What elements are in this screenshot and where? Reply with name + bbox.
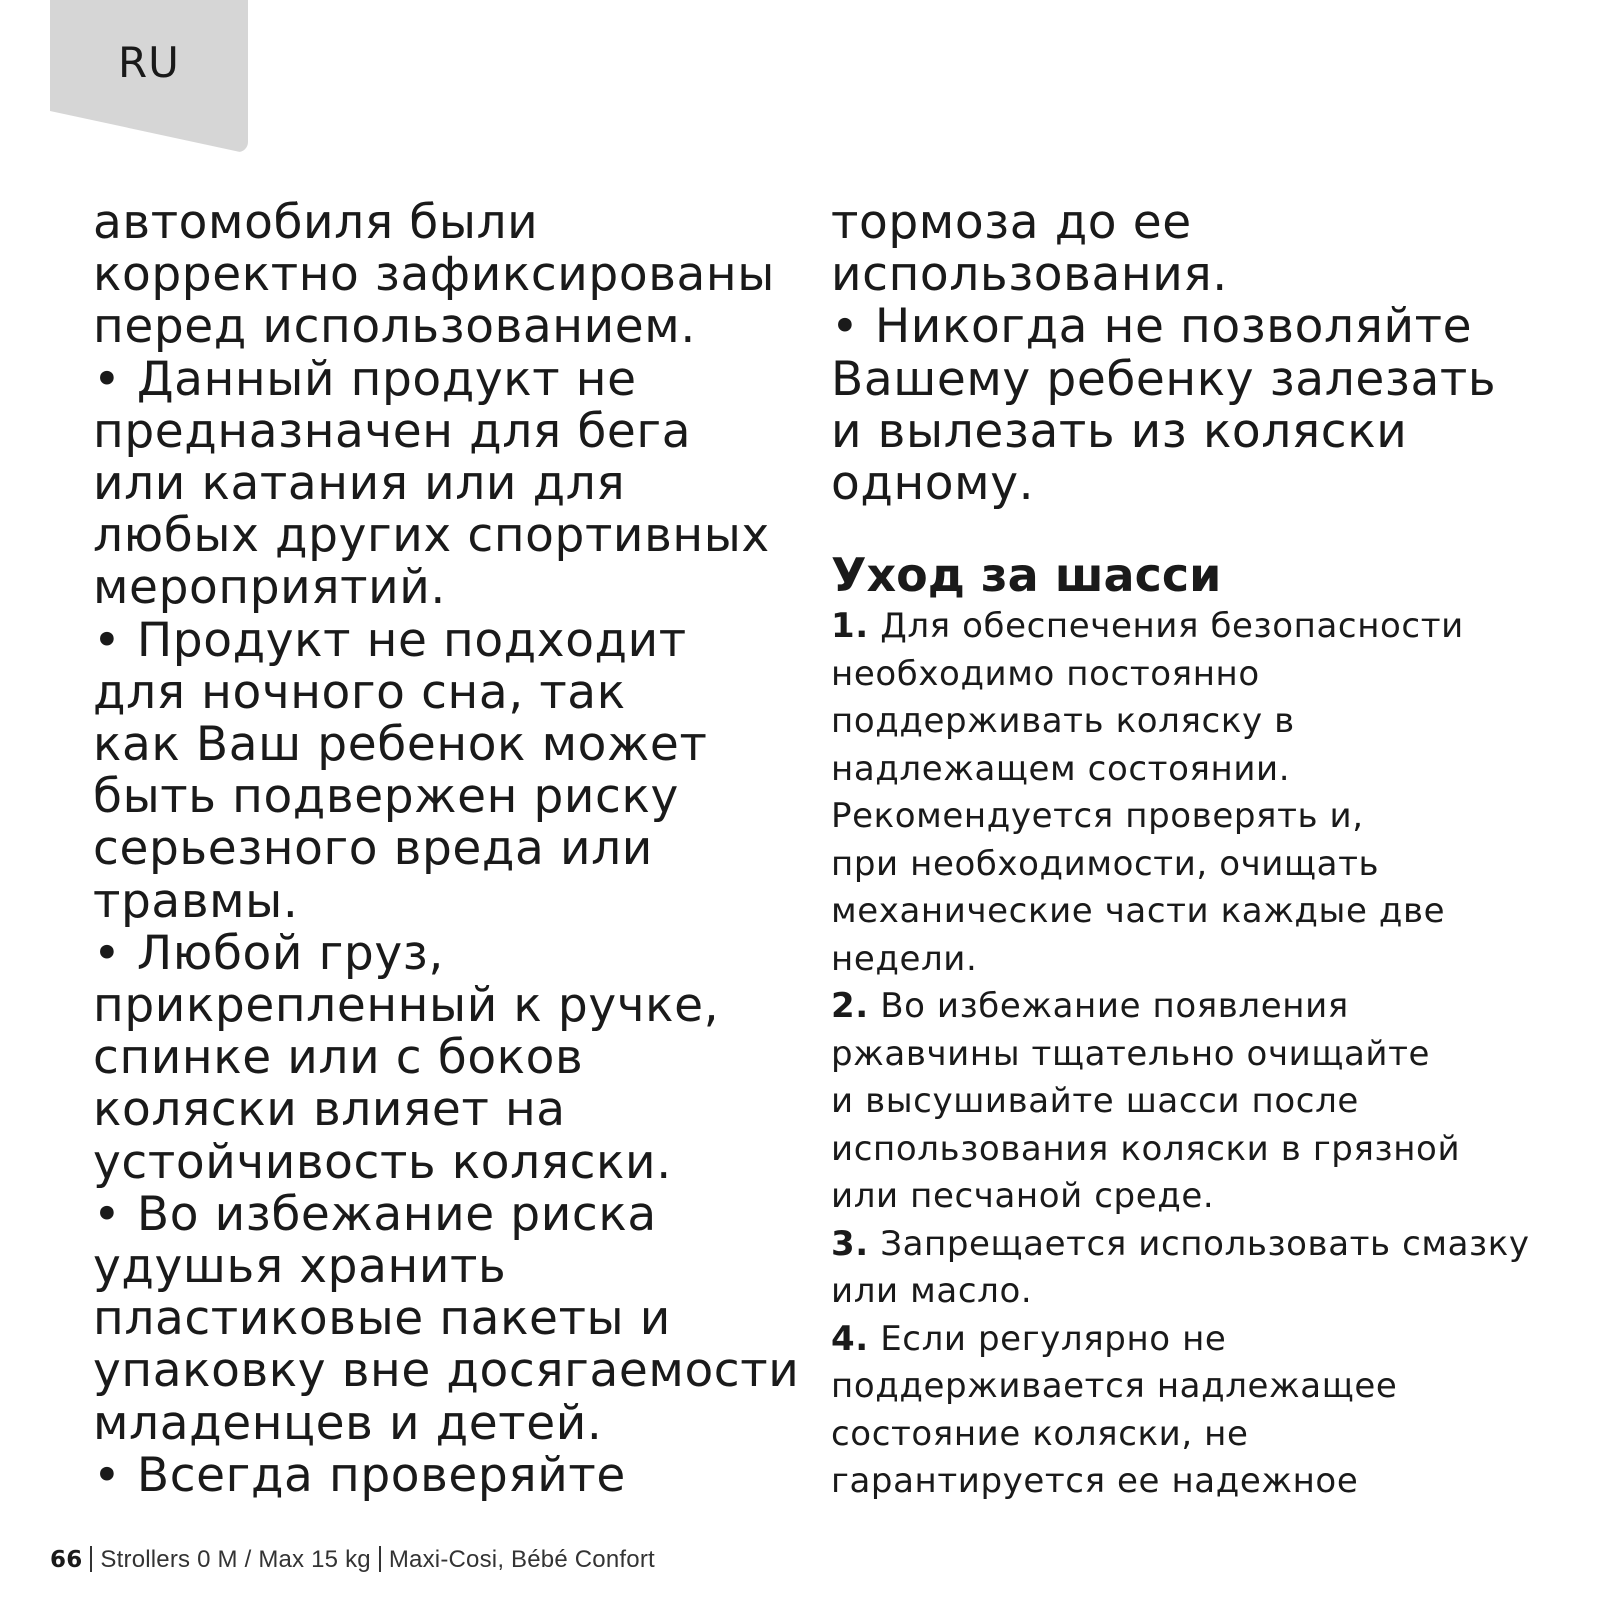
section-heading: Уход за шасси xyxy=(831,548,1222,602)
text-line: • Никогда не позволяйте xyxy=(831,299,1473,355)
right-column-text xyxy=(831,197,1571,510)
text-line: серьезного вреда или xyxy=(93,821,653,877)
text-line: и вылезать из коляски xyxy=(831,403,1408,459)
line-text: при необходимости, очищать xyxy=(831,843,1380,884)
text-line: Вашему ребенку залезать xyxy=(831,351,1497,407)
text-line: упаковку вне досягаемости xyxy=(93,1343,800,1399)
text-line xyxy=(831,1268,1571,1316)
item-number: 1. xyxy=(831,606,869,646)
footer-divider xyxy=(90,1546,92,1572)
text-line xyxy=(831,983,1571,1031)
text-line: устойчивость коляски. xyxy=(93,1134,672,1190)
line-text: гарантируется ее надежное xyxy=(831,1461,1359,1501)
line-text: поддерживается надлежащее xyxy=(831,1366,1398,1406)
line-text: необходимо постоянно xyxy=(831,653,1260,694)
line-text: Для обеспечения безопасности xyxy=(868,606,1464,646)
text-line xyxy=(831,1411,1571,1459)
text-line: пластиковые пакеты и xyxy=(93,1291,671,1347)
text-line xyxy=(831,1363,1571,1411)
footer-divider xyxy=(379,1546,381,1572)
text-line: мероприятий. xyxy=(93,560,446,616)
page-number: 66 xyxy=(50,1547,83,1573)
text-line xyxy=(831,1458,1571,1506)
left-column-text xyxy=(93,195,800,1503)
text-line xyxy=(831,746,1571,794)
text-line: как Ваш ребенок может xyxy=(93,717,708,773)
line-text: Если регулярно не xyxy=(868,1318,1227,1359)
footer-brands: Maxi-Cosi, Bébé Confort xyxy=(388,1546,655,1573)
language-label: RU xyxy=(118,38,180,87)
line-text: недели. xyxy=(831,938,978,979)
text-line: • Любой груз, xyxy=(93,925,444,981)
text-line: • Продукт не подходит xyxy=(93,612,687,668)
text-line: перед использованием. xyxy=(93,299,696,355)
text-line: коляски влияет на xyxy=(93,1082,566,1138)
line-text: Рекомендуется проверять и, xyxy=(831,796,1364,836)
line-text: надлежащем состоянии. xyxy=(831,748,1291,789)
text-line: спинке или с боков xyxy=(93,1030,584,1086)
text-line: тормоза до ее xyxy=(831,195,1192,250)
text-line: или катания или для xyxy=(93,456,626,512)
line-text: или песчаной среде. xyxy=(831,1176,1215,1216)
text-line: младенцев и детей. xyxy=(93,1395,603,1451)
text-line xyxy=(831,1031,1571,1079)
line-text: Во избежание появления xyxy=(868,986,1349,1026)
text-line xyxy=(831,1126,1571,1174)
line-text: состояние коляски, не xyxy=(831,1413,1249,1454)
line-text: ржавчины тщательно очищайте xyxy=(831,1033,1431,1074)
line-text: поддерживать коляску в xyxy=(831,701,1295,741)
text-line: прикрепленный к ручке, xyxy=(93,978,720,1034)
text-line: травмы. xyxy=(93,873,299,929)
footer-product: Strollers 0 M / Max 15 kg xyxy=(100,1546,371,1573)
text-line xyxy=(831,1078,1571,1126)
text-line xyxy=(831,698,1571,746)
text-line: • Всегда проверяйте xyxy=(93,1447,626,1503)
text-line: удушья хранить xyxy=(93,1239,507,1295)
line-text: и высушивайте шасси после xyxy=(831,1081,1359,1121)
page-footer xyxy=(50,1545,655,1575)
text-line xyxy=(831,1316,1571,1364)
line-text: использования коляски в грязной xyxy=(831,1128,1461,1169)
text-line: • Во избежание риска xyxy=(93,1186,657,1242)
text-line xyxy=(831,841,1571,889)
text-line xyxy=(831,936,1571,984)
item-number: 4. xyxy=(831,1318,869,1359)
text-line: быть подвержен риску xyxy=(93,769,679,825)
text-line xyxy=(831,888,1571,936)
line-text: или масло. xyxy=(831,1271,1033,1311)
line-text: механические части каждые две xyxy=(831,891,1446,931)
text-line: любых других спортивных xyxy=(93,508,770,564)
text-line: для ночного сна, так xyxy=(93,664,626,720)
text-line xyxy=(831,603,1571,651)
text-line: • Данный продукт не xyxy=(93,351,637,407)
text-line xyxy=(831,793,1571,841)
text-line: одному. xyxy=(831,456,1035,512)
text-line: корректно зафиксированы xyxy=(93,247,775,303)
text-line xyxy=(831,651,1571,699)
text-line: предназначен для бега xyxy=(93,403,692,459)
item-number: 3. xyxy=(831,1223,869,1264)
text-line xyxy=(831,1221,1571,1269)
text-line xyxy=(831,1173,1571,1221)
item-number: 2. xyxy=(831,986,869,1026)
text-line: использования. xyxy=(831,247,1228,303)
line-text: Запрещается использовать смазку xyxy=(868,1223,1530,1264)
text-line: автомобиля были xyxy=(93,195,539,250)
chassis-care-text xyxy=(831,603,1571,1506)
